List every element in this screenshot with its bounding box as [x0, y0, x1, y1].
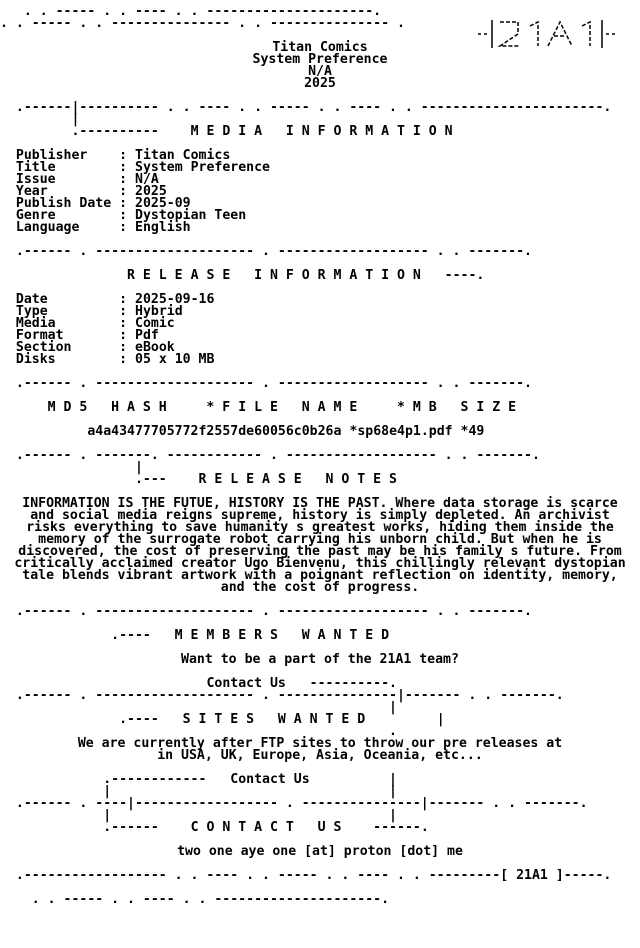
header-rule-second: . . ----- . . --------------- . . --------------- . [0, 16, 405, 31]
media-label: Genre [15, 208, 112, 223]
release-row: Disks : 05 x 10 MB [15, 352, 215, 367]
members-question: Want to be a part of the 21A1 team? [181, 652, 459, 667]
notes-section-header: .--- R E L E A S E N O T E S [0, 472, 397, 487]
header-rule-top: . . ----- . . ---- . . ---------------------. [0, 4, 382, 19]
media-value: Dystopian Teen [135, 208, 247, 223]
media-row: Genre : Dystopian Teen [15, 208, 247, 223]
media-row: Publish Date : 2025-09 [15, 196, 191, 211]
release-value: Comic [135, 316, 175, 331]
divider-tick: | [0, 460, 143, 475]
members-section-header: .---- M E M B E R S W A N T E D [0, 628, 390, 643]
notes-line: critically acclaimed creator Ugo Bienvenu, this chillingly relevant dystopian [14, 556, 626, 571]
media-label: Publisher [15, 148, 112, 163]
sites-text: in USA, UK, Europe, Asia, Oceania, etc... [157, 748, 483, 763]
header-year: 2025 [304, 76, 336, 91]
divider: .------ . -------------------- . ---------------|------- . . -------. [0, 688, 564, 703]
release-value: Pdf [135, 328, 159, 343]
divider: .------ . ----|------------------ . ---------------|------- . . -------. [0, 796, 588, 811]
divider-tick: . [0, 724, 397, 739]
release-row: Media : Comic [15, 316, 175, 331]
notes-line: and social media reigns supreme, history is simply depleted. An archivist [30, 508, 610, 523]
media-section-title: M E D I A I N F O R M A T I O N [190, 124, 453, 139]
sites-text: We are currently after FTP sites to throw our pre releases at [77, 736, 563, 751]
media-section-header: .---------- M E D I A I N F O R M A T I O N [0, 124, 453, 139]
media-value: Titan Comics [135, 148, 231, 163]
media-row: Year : 2025 [15, 184, 167, 199]
file-size: *49 [460, 424, 485, 439]
footer-rule-last: . . ----- . . ---- . . ---------------------. [0, 892, 390, 907]
divider-tick: | | [0, 808, 397, 823]
release-label: Format [15, 328, 112, 343]
divider-tick: | | [0, 784, 397, 799]
members-contact-row: Contact Us ----------. [206, 676, 397, 691]
notes-line: and the cost of progress. [220, 580, 420, 595]
contact-section-title: C O N T A C T U S [190, 820, 342, 835]
release-label: Type [15, 304, 112, 319]
media-row: Publisher : Titan Comics [15, 148, 231, 163]
release-row: Type : Hybrid [15, 304, 183, 319]
release-value: 2025-09-16 [135, 292, 215, 307]
divider: .------ . -------. ------------ . ------------------- . . -------. [0, 448, 540, 463]
divider-tick: | [0, 112, 80, 127]
media-row: Issue : N/A [15, 172, 159, 187]
media-value: 2025 [135, 184, 167, 199]
notes-section-title: R E L E A S E N O T E S [198, 472, 397, 487]
release-label: Section [15, 340, 112, 355]
hash-header [0, 402, 640, 414]
release-label: Media [15, 316, 112, 331]
divider: .------ . -------------------- . ------------------- . . -------. [0, 376, 532, 391]
sites-section-header: .---- S I T E S W A N T E D | [0, 712, 445, 727]
sites-contact-link[interactable]: Contact Us [230, 772, 310, 787]
release-row: Section : eBook [15, 340, 175, 355]
release-section-header [0, 270, 640, 282]
media-value: N/A [135, 172, 159, 187]
release-row: Format : Pdf [15, 328, 159, 343]
media-label: Issue [15, 172, 112, 187]
divider-tick: | [0, 700, 397, 715]
notes-line: discovered, the cost of preserving the past may be his family s future. From [18, 544, 622, 559]
release-value: Hybrid [135, 304, 183, 319]
notes-line: tale blends vibrant artwork with a poignant reflection on identity, memory, [22, 568, 618, 583]
media-row: Title : System Preference [15, 160, 270, 175]
release-label: Date [15, 292, 112, 307]
notes-line: risks everything to save humanity s greatest works, hiding them inside the [26, 520, 614, 535]
footer-rule: .------------------ . . ---- . . ----- . . ---- . . ---------[ 21A1 ]-----. [0, 868, 612, 883]
media-value: 2025-09 [135, 196, 191, 211]
md5-hash: a4a43477705772f2557de60056c0b26a [87, 424, 342, 439]
contact-email: two one aye one [at] proton [dot] me [177, 844, 463, 859]
sites-contact-row: .------------ Contact Us | [0, 772, 397, 787]
members-contact-link[interactable]: Contact Us [206, 676, 286, 691]
nfo-document [0, 6, 640, 906]
media-label: Language [15, 220, 112, 235]
members-section-title: M E M B E R S W A N T E D [174, 628, 390, 643]
release-section-title: R E L E A S E I N F O R M A T I O N ----. [127, 268, 485, 283]
notes-line: memory of the surrogate robot carrying his unborn child. But when he is [38, 532, 602, 547]
media-value: English [135, 220, 191, 235]
header-issue: N/A [308, 64, 332, 79]
header-publisher: Titan Comics [272, 40, 368, 55]
header-title: System Preference [252, 52, 388, 67]
contact-section-header: .------ C O N T A C T U S ------. [0, 820, 429, 835]
file-name: *sp68e4p1.pdf [349, 424, 453, 439]
release-value: 05 x 10 MB [135, 352, 215, 367]
media-row: Language : English [15, 220, 191, 235]
divider: .------|---------- . . ---- . . ----- . . ---- . . -----------------------. [0, 100, 612, 115]
media-label: Title [15, 160, 112, 175]
divider: .------ . -------------------- . ------------------- . . -------. [0, 244, 532, 259]
media-value: System Preference [135, 160, 270, 175]
hash-row [0, 426, 640, 438]
release-value: eBook [135, 340, 175, 355]
divider: .------ . -------------------- . ------------------- . . -------. [0, 604, 532, 619]
footer-tag: 21A1 [516, 868, 548, 883]
release-row: Date : 2025-09-16 [15, 292, 215, 307]
sites-section-title: S I T E S W A N T E D [182, 712, 366, 727]
hash-header-label: M D 5 H A S H * F I L E N A M E * M B S I Z E [47, 400, 517, 415]
notes-line: INFORMATION IS THE FUTUE, HISTORY IS THE PAST. Where data storage is scarce [22, 496, 618, 511]
media-label: Publish Date [15, 196, 112, 211]
release-label: Disks [15, 352, 112, 367]
media-label: Year [15, 184, 112, 199]
